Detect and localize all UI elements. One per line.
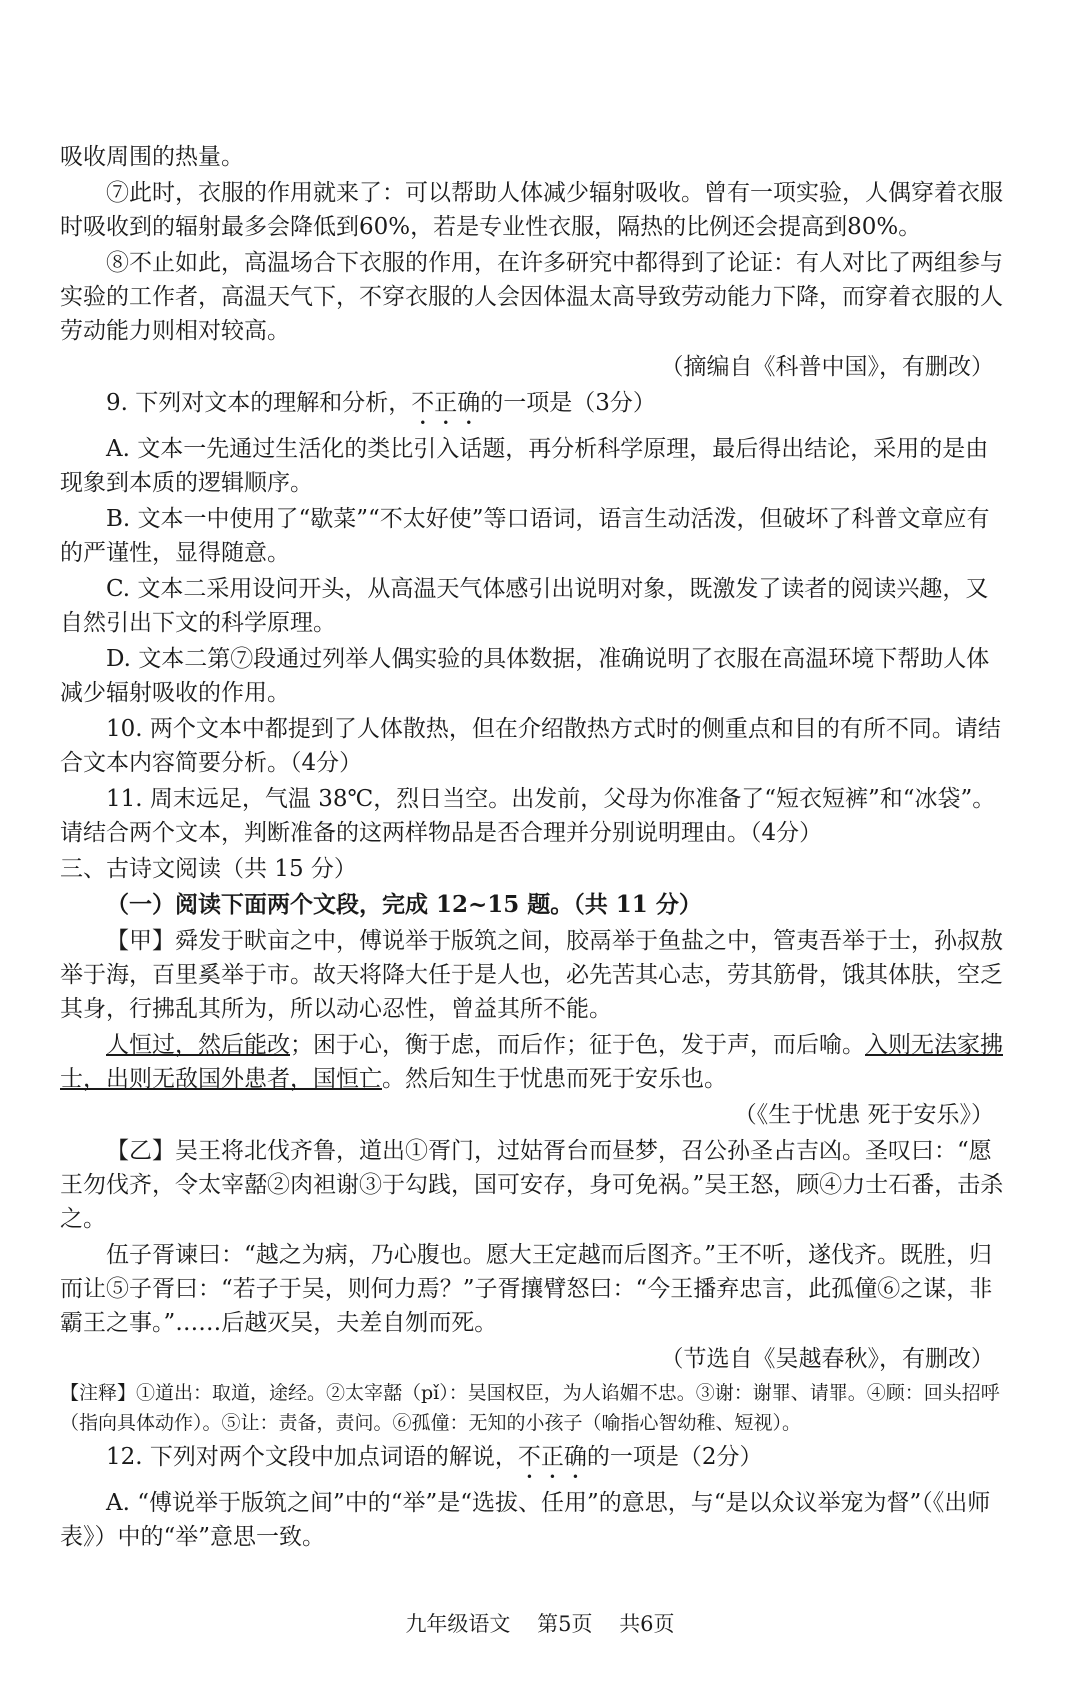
text2-source: （摘编自《科普中国》，有删改） — [660, 354, 994, 380]
passage-yi-para2: 伍子胥谏曰：“越之为病，乃心腹也。愿大王定越而后图齐。”王不听，遂伐齐。既胜，归而让⑤子胥曰：“若子于吴，则何力焉？”子胥攘臂怒曰：“今王播弃忠言，此孤僮⑥之谋，非霸王之事。”……后越灭吴，夫差自刎而死。 — [60, 1242, 993, 1336]
section-3-sub1: （一）阅读下面两个文段，完成 12~15 题。（共 11 分） — [106, 891, 702, 918]
q9-option-a: A. 文本一先通过生活化的类比引入话题，再分析科学原理，最后得出结论，采用的是由现象到本质的逻辑顺序。 — [60, 436, 989, 496]
jia-end: 。然后知生于忧患而死于安乐也。 — [382, 1066, 727, 1092]
jia-underline-2: 入则无法家拂士，出则无敌国外患者，国恒亡 — [60, 1032, 1003, 1092]
question-10: 10. 两个文本中都提到了人体散热，但在介绍散热方式时的侧重点和目的有所不同。请结合文本内容简要分析。（4分） — [60, 716, 1001, 776]
text2-para7: ⑦此时，衣服的作用就来了：可以帮助人体减少辐射吸收。曾有一项实验，人偶穿着衣服时吸收到的辐射最多会降低到60%，若是专业性衣服，隔热的比例还会提高到80%。 — [60, 180, 1003, 240]
q9-option-c: C. 文本二采用设问开头，从高温天气体感引出说明对象，既激发了读者的阅读兴趣，又自然引出下文的科学原理。 — [60, 576, 989, 636]
text2-para6-end: 吸收周围的热量。 — [60, 144, 244, 170]
q12-stem-post: 的一项是（2分） — [586, 1444, 763, 1470]
q9-option-b: B. 文本一中使用了“歇菜”“不太好使”等口语词，语言生动活泼，但破坏了科普文章应有的严谨性，显得随意。 — [60, 506, 990, 566]
footer-page-number: 第5页 — [537, 1612, 593, 1636]
q9-stem-mark: 不正确 — [411, 390, 481, 416]
passage-jia-para2 — [60, 1028, 1008, 1096]
passage-jia-para1: 【甲】舜发于畎亩之中，傅说举于版筑之间，胶鬲举于鱼盐之中，管夷吾举于士，孙叔敖举于海，百里奚举于市。故天将降大任于是人也，必先苦其心志，劳其筋骨，饿其体肤，空乏其身，行拂乱其所为，所以动心忍性，曾益其所不能。 — [60, 928, 1003, 1022]
annotations: 【注释】①道出：取道，途经。②太宰嚭（pǐ）：吴国权臣，为人谄媚不忠。③谢：谢罪、请罪。④顾：回头招呼（指向具体动作）。⑤让：责备，责问。⑥孤僮：无知的小孩子（喻指心智幼稚、短视）。 — [60, 1382, 1000, 1434]
question-11: 11. 周末远足，气温 38℃，烈日当空。出发前，父母为你准备了“短衣短裤”和“冰袋”。请结合两个文本，判断准备的这两样物品是否合理并分别说明理由。（4分） — [60, 786, 996, 846]
passage-yi-source: （节选自《吴越春秋》，有删改） — [660, 1346, 994, 1372]
footer-subject: 九年级语文 — [405, 1612, 511, 1636]
page-content — [60, 140, 1008, 1556]
q12-option-a: A. “傅说举于版筑之间”中的“举”是“选拔、任用”的意思，与“是以众议举宠为督”（《出师表》）中的“举”意思一致。 — [60, 1490, 991, 1550]
text2-para8: ⑧不止如此，高温场合下衣服的作用，在许多研究中都得到了论证：有人对比了两组参与实验的工作者，高温天气下，不穿衣服的人会因体温太高导致劳动能力下降，而穿着衣服的人劳动能力则相对较高。 — [60, 250, 1003, 344]
page-footer — [0, 1608, 1080, 1638]
jia-mid: ；困于心，衡于虑，而后作；征于色，发于声，而后喻。 — [290, 1032, 865, 1058]
q9-stem-pre: 9. 下列对文本的理解和分析， — [106, 390, 412, 416]
q9-option-d: D. 文本二第⑦段通过列举人偶实验的具体数据，准确说明了衣服在高温环境下帮助人体减少辐射吸收的作用。 — [60, 646, 990, 706]
passage-jia-source: （《生于忧患 死于安乐》） — [733, 1102, 994, 1128]
jia-underline-1: 人恒过，然后能改 — [106, 1032, 290, 1058]
footer-total-pages: 共6页 — [619, 1612, 675, 1636]
q12-stem-mark: 不正确 — [517, 1444, 587, 1470]
question-12-stem — [60, 1440, 1008, 1484]
q12-stem-pre: 12. 下列对两个文段中加点词语的解说， — [106, 1444, 518, 1470]
question-9-stem — [60, 386, 1008, 430]
section-3-title: 三、古诗文阅读（共 15 分） — [60, 856, 357, 882]
q9-stem-post: 的一项是（3分） — [480, 390, 656, 416]
passage-yi-para1: 【乙】吴王将北伐齐鲁，道出①胥门，过姑胥台而昼梦，召公孙圣占吉凶。圣叹曰：“愿王勿伐齐，令太宰嚭②肉袒谢③于勾践，国可安存，身可免祸。”吴王怒，顾④力士石番，击杀之。 — [60, 1138, 1004, 1232]
